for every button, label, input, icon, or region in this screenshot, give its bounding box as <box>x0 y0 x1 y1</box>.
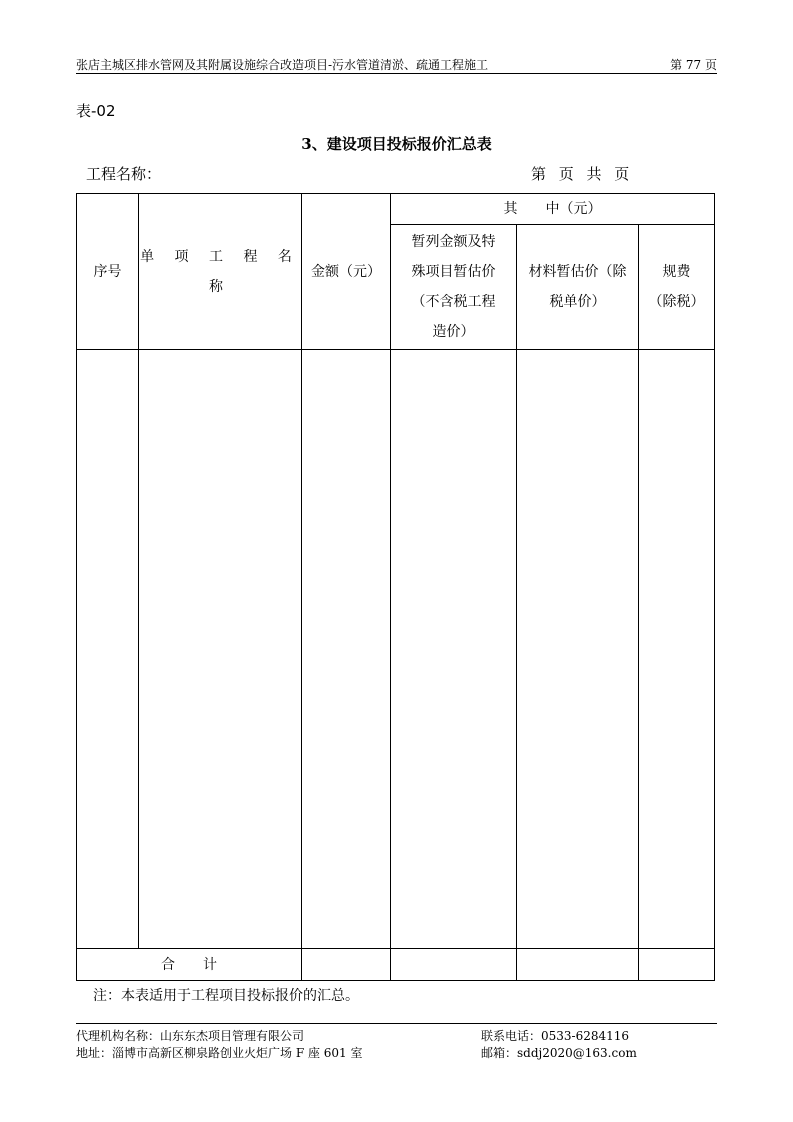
cell-item-name[interactable] <box>139 350 302 949</box>
material-line-2: 税单价） <box>549 294 606 310</box>
total-material-estimate[interactable] <box>517 949 639 981</box>
document-title: 3、建设项目投标报价汇总表 <box>301 135 492 153</box>
table-note: 注：本表适用于工程项目投标报价的汇总。 <box>93 988 359 1004</box>
footer-address: 地址：淄博市高新区柳泉路创业火炬广场 F 座 601 室 <box>76 1046 363 1060</box>
project-name-label: 工程名称： <box>86 165 162 183</box>
total-label: 合 计 <box>77 949 302 981</box>
total-fees[interactable] <box>639 949 715 981</box>
cell-fees[interactable] <box>639 350 715 949</box>
provisional-line-3: （不含税工程 <box>411 294 496 310</box>
bid-summary-table <box>76 193 715 981</box>
header-cell-amount: 金额（元） <box>302 194 391 350</box>
footer-agency: 代理机构名称：山东东杰项目管理有限公司 <box>76 1029 305 1043</box>
cell-material-estimate[interactable] <box>517 350 639 949</box>
footer-phone: 联系电话：0533-6284116 <box>481 1029 630 1043</box>
provisional-line-1: 暂列金额及特 <box>411 234 496 250</box>
header-cell-item-name: 单 项 工 程 名 称 <box>139 194 302 350</box>
header-cell-provisional-sum <box>391 225 517 350</box>
header-project-title: 张店主城区排水管网及其附属设施综合改造项目-污水管道清淤、疏通工程施工 <box>76 58 489 72</box>
header-page-number: 第 77 页 <box>670 58 717 72</box>
provisional-line-4: 造价） <box>432 324 475 340</box>
footer-divider <box>76 1023 717 1024</box>
cell-seq[interactable] <box>77 350 139 949</box>
material-line-1: 材料暂估价（除 <box>528 264 627 280</box>
table-row <box>77 350 715 949</box>
header-cell-fees <box>639 225 715 350</box>
footer-email: 邮箱：sddj2020@163.com <box>481 1046 637 1060</box>
total-provisional-sum[interactable] <box>391 949 517 981</box>
header-cell-material-estimate <box>517 225 639 350</box>
cell-provisional-sum[interactable] <box>391 350 517 949</box>
provisional-line-2: 殊项目暂估价 <box>411 264 496 280</box>
cell-amount[interactable] <box>302 350 391 949</box>
fees-line-2: （除税） <box>648 294 705 310</box>
total-row <box>77 949 715 981</box>
page-count-label: 第 页 共 页 <box>531 165 630 183</box>
table-number: 表-02 <box>76 102 116 120</box>
header-cell-seq: 序号 <box>77 194 139 350</box>
fees-line-1: 规费 <box>662 264 691 280</box>
header-divider <box>76 73 717 74</box>
header-cell-breakdown-group: 其 中（元） <box>391 194 715 225</box>
total-amount[interactable] <box>302 949 391 981</box>
